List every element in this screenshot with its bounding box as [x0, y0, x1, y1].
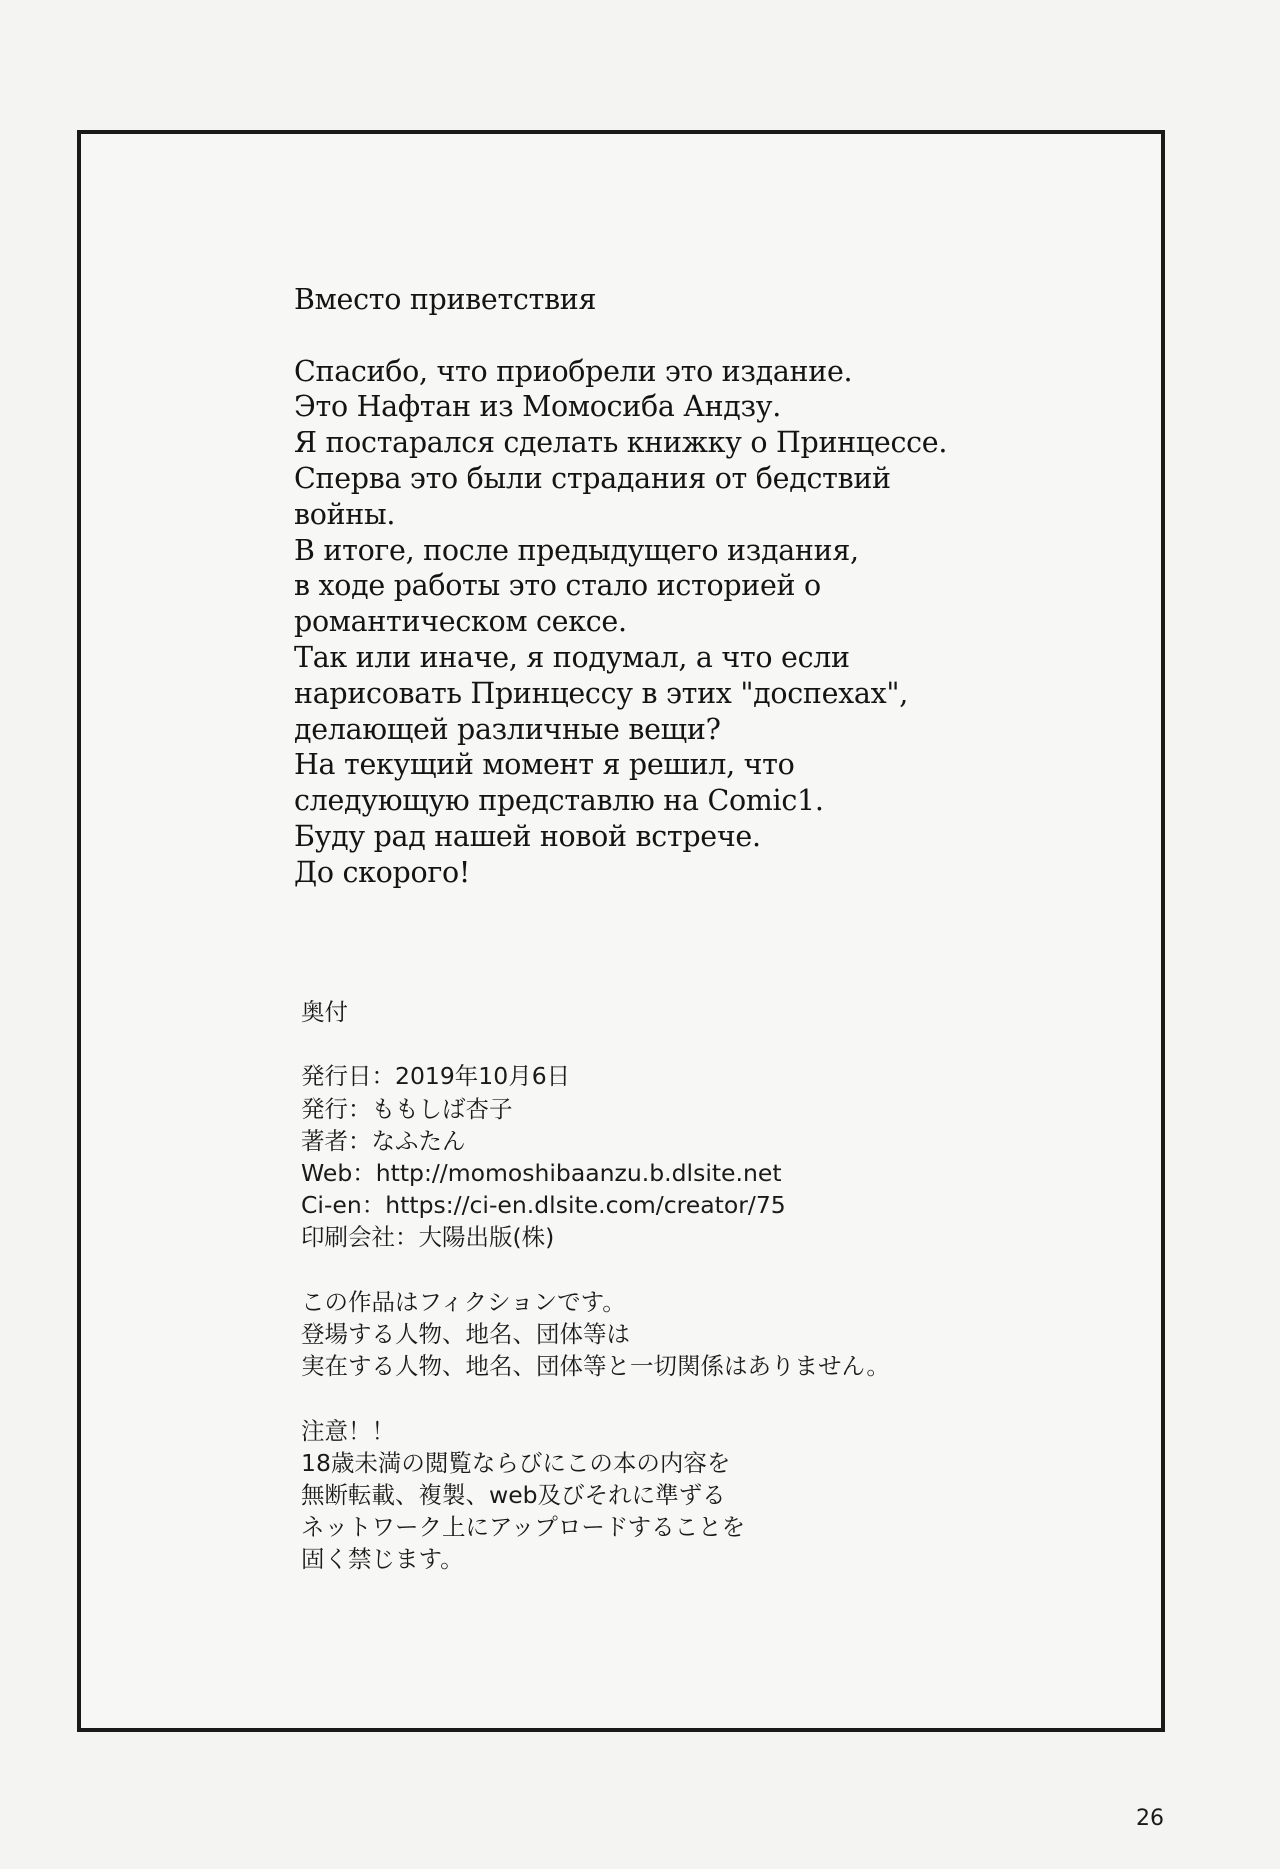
warning-line: 固く禁じます。 — [301, 1545, 464, 1574]
greeting-line: следующую представлю на Comic1. — [294, 784, 824, 818]
greeting-line: Спасибо, что приобрели это издание. — [294, 354, 853, 388]
greeting-line: На текущий момент я решил, что — [294, 748, 795, 782]
fiction-notice-line: この作品はフィクションです。 — [301, 1287, 626, 1316]
fiction-notice-line: 実在する人物、地名、団体等と一切関係はありません。 — [301, 1352, 890, 1381]
warning-line: 無断転載、複製、web及びそれに準ずる — [301, 1481, 726, 1509]
spacer — [301, 1382, 1061, 1414]
warning-heading: 注意！！ — [301, 1416, 395, 1445]
greeting-line: В итоге, после предыдущего издания, — [294, 533, 859, 567]
greeting-line: нарисовать Принцессу в этих "доспехах", — [294, 676, 908, 710]
warning-line: 18歳未満の閲覧ならびにこの本の内容を — [301, 1448, 731, 1477]
page-number: 26 — [1136, 1806, 1164, 1831]
colophon-detail: Web：http://momoshibaanzu.b.dlsite.net — [301, 1159, 782, 1187]
colophon-section — [301, 996, 1061, 1576]
spacer — [301, 1028, 1061, 1060]
colophon-heading: 奥付 — [301, 998, 348, 1026]
greeting-line: Я постарался сделать книжку о Принцессе. — [294, 426, 948, 460]
colophon-detail: 発行：ももしば杏子 — [301, 1094, 513, 1123]
warning-line: ネットワーク上にアップロードすることを — [301, 1513, 746, 1542]
greeting-title: Вместо приветствия — [294, 283, 597, 316]
colophon-detail: 印刷会社：大陽出版(株) — [301, 1223, 555, 1252]
colophon-detail: Ci-en：https://ci-en.dlsite.com/creator/75 — [301, 1191, 786, 1220]
greeting-line: в ходе работы это стало историей о — [294, 569, 821, 603]
greeting-line: Это Нафтан из Момосиба Андзу. — [294, 390, 781, 424]
greeting-line: Буду рад нашей новой встрече. — [294, 819, 761, 853]
fiction-notice-line: 登場する人物、地名、団体等は — [301, 1320, 630, 1348]
greeting-line: делающей различные вещи? — [294, 712, 721, 746]
greeting-line: Так или иначе, я подумал, а что если — [294, 640, 850, 674]
colophon-detail: 発行日：2019年10月6日 — [301, 1062, 571, 1091]
greeting-line: романтическом сексе. — [294, 605, 627, 639]
greeting-line: До скорого! — [294, 855, 470, 889]
spacer — [301, 1254, 1061, 1286]
colophon-detail: 著者：なふたん — [301, 1126, 466, 1155]
greeting-section — [294, 282, 1054, 891]
greeting-line: Сперва это были страдания от бедствий — [294, 461, 891, 495]
greeting-line: войны. — [294, 497, 396, 531]
